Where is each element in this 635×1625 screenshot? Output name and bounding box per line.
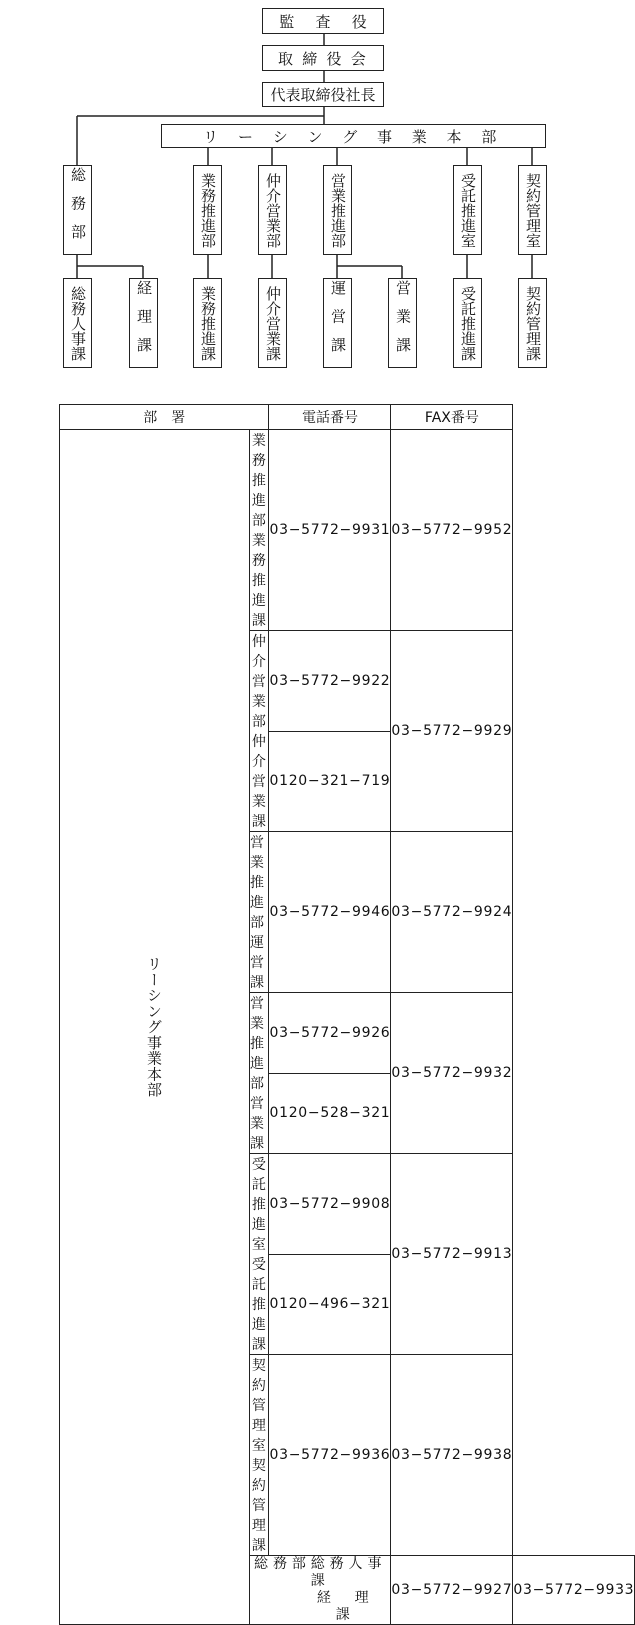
row-fax [391, 430, 513, 631]
row-fax [391, 1355, 513, 1556]
sec-soumu-jinji-box [63, 278, 92, 368]
row-fax-text: 03−5772−9929 [391, 723, 513, 739]
header-tel [269, 405, 391, 430]
row-fax-text: 03−5772−9913 [391, 1246, 513, 1262]
president-box [262, 82, 384, 107]
row-tel-2-text: 0120−496−321 [269, 1296, 391, 1313]
sec-chukai-box [258, 278, 287, 368]
row-tel [269, 832, 391, 993]
row-tel-2-text: 0120−528−321 [269, 1105, 391, 1122]
row-tel [269, 430, 391, 631]
row-tel-2 [269, 731, 391, 832]
sec-gyomu-box [193, 278, 222, 368]
row-tel-2 [269, 1073, 391, 1154]
sec-eigyo-box [388, 278, 417, 368]
dept-general-label: 総務部 [69, 167, 87, 253]
row-tel-text: 03−5772−9946 [269, 904, 391, 920]
sec-jutaku-label: 受託推進課 [459, 285, 477, 361]
row-dept [250, 631, 269, 832]
row-tel [269, 1154, 391, 1255]
contact-table [59, 404, 635, 1625]
dept-general-box [63, 165, 92, 255]
row-tel [269, 1355, 391, 1556]
dept-keiyaku-box [518, 165, 547, 255]
row-fax-text: 03−5772−9938 [391, 1447, 513, 1463]
row-fax [391, 1154, 513, 1355]
table-row [60, 430, 635, 631]
row-dept-text: 仲介営業部仲介営業課 [251, 634, 267, 830]
header-dept-text: 部 署 [143, 410, 186, 426]
row-fax [391, 631, 513, 832]
row-fax-text: 03−5772−9924 [391, 904, 513, 920]
row-dept-general-line2: 経 理 課 [316, 1590, 393, 1623]
auditor-box [262, 8, 384, 34]
sec-soumu-jinji-label: 総務人事課 [69, 285, 87, 361]
board-box [262, 45, 384, 71]
row-dept [250, 993, 269, 1154]
dept-jutaku-label: 受託推進室 [459, 172, 477, 248]
row-fax [391, 832, 513, 993]
sec-chukai-label: 仲介営業課 [264, 285, 282, 361]
dept-gyomu-label: 業務推進部 [199, 172, 217, 248]
dept-chukai-label: 仲介営業部 [264, 172, 282, 248]
row-tel-text: 03−5772−9926 [269, 1024, 391, 1041]
dept-keiyaku-label: 契約管理室 [524, 172, 542, 248]
sec-keiri-box [129, 278, 158, 368]
header-fax [391, 405, 513, 430]
header-fax-text: FAX番号 [424, 410, 479, 426]
row-fax-text: 03−5772−9932 [391, 1065, 513, 1081]
board-label: 取 締 役 会 [277, 49, 369, 68]
row-dept-general [250, 1556, 391, 1625]
dept-eigyo-label: 営業推進部 [329, 172, 347, 248]
row-fax [513, 1556, 635, 1625]
sec-unei-label: 運営課 [329, 280, 347, 366]
row-fax [391, 993, 513, 1154]
row-tel [269, 631, 391, 732]
row-tel-text: 03−5772−9931 [269, 522, 391, 538]
sec-eigyo-label: 営業課 [394, 280, 412, 366]
sec-keiri-label: 経理課 [135, 280, 153, 366]
division-side-label: リーシング事業本部 [145, 956, 163, 1098]
sec-gyomu-label: 業務推進課 [199, 285, 217, 361]
dept-chukai-box [258, 165, 287, 255]
row-tel-text: 03−5772−9922 [269, 672, 391, 689]
dept-jutaku-box [453, 165, 482, 255]
row-tel [269, 993, 391, 1074]
division-side-cell [60, 430, 250, 1625]
row-tel-text: 03−5772−9908 [269, 1195, 391, 1212]
row-tel [391, 1556, 513, 1625]
division-label: リ ー シ ン グ 事 業 本 部 [203, 127, 504, 146]
division-box [161, 124, 546, 148]
row-dept [250, 430, 269, 631]
row-dept-general-line1: 総務部総務人事課 [254, 1556, 387, 1589]
row-fax-text: 03−5772−9952 [391, 522, 513, 538]
president-label: 代表取締役社長 [270, 86, 376, 104]
row-tel-text: 03−5772−9927 [391, 1582, 513, 1598]
sec-keiyaku-box [518, 278, 547, 368]
row-dept-text: 業務推進部業務推進課 [251, 433, 267, 629]
dept-gyomu-box [193, 165, 222, 255]
row-dept [250, 1154, 269, 1355]
row-dept [250, 832, 269, 993]
row-dept-text: 営業推進部営業課 [250, 996, 269, 1152]
row-dept-text: 契約管理室契約管理課 [251, 1358, 267, 1554]
header-dept [60, 405, 269, 430]
header-tel-text: 電話番号 [301, 410, 358, 426]
row-tel-2 [269, 1254, 391, 1355]
sec-jutaku-box [453, 278, 482, 368]
sec-unei-box [323, 278, 352, 368]
auditor-label: 監 査 役 [279, 12, 376, 31]
row-dept-text: 受託推進室受託推進課 [251, 1157, 267, 1353]
row-dept [250, 1355, 269, 1556]
row-dept-text: 営業推進部運営課 [250, 835, 269, 991]
row-tel-text: 03−5772−9936 [269, 1447, 391, 1463]
dept-eigyo-box [323, 165, 352, 255]
table-header-row [60, 405, 635, 430]
sec-keiyaku-label: 契約管理課 [524, 285, 542, 361]
row-tel-2-text: 0120−321−719 [269, 773, 391, 790]
row-fax-text: 03−5772−9933 [513, 1582, 635, 1598]
